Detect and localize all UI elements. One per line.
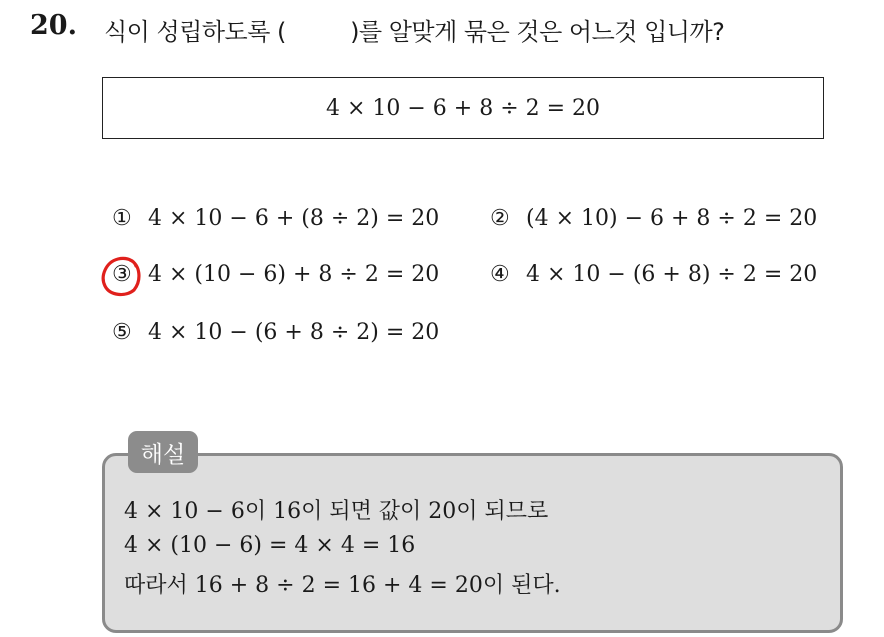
solution-tag: 해설: [128, 431, 198, 473]
choice-text: (4 × 10) − 6 + 8 ÷ 2 = 20: [526, 206, 818, 231]
choice-marker: ②: [490, 206, 510, 231]
choice-marker: ①: [112, 206, 132, 231]
expression-text: 4 × 10 − 6 + 8 ÷ 2 = 20: [325, 95, 601, 121]
choice-text: 4 × 10 − (6 + 8) ÷ 2 = 20: [526, 262, 818, 287]
expression-box: [102, 77, 824, 139]
choice-2[interactable]: [490, 206, 817, 231]
answer-circle-mark: [100, 254, 144, 298]
solution-line: 4 × (10 − 6) = 4 × 4 = 16: [124, 533, 416, 558]
choice-marker: ④: [490, 262, 510, 287]
choice-4[interactable]: [490, 262, 817, 287]
choice-text: 4 × (10 − 6) + 8 ÷ 2 = 20: [148, 262, 440, 287]
question-text: 식이 성립하도록 ( )를 알맞게 묶은 것은 어느것 입니까?: [104, 18, 725, 46]
choice-1[interactable]: [112, 206, 439, 231]
choice-marker: ⑤: [112, 320, 132, 345]
solution-line: 따라서 16 + 8 ÷ 2 = 16 + 4 = 20이 된다.: [124, 573, 561, 598]
choice-3[interactable]: [112, 262, 439, 287]
question-number: 20.: [30, 10, 77, 41]
choice-text: 4 × 10 − (6 + 8 ÷ 2) = 20: [148, 320, 440, 345]
solution-line: 4 × 10 − 6이 16이 되면 값이 20이 되므로: [124, 499, 549, 524]
choice-marker: ③: [112, 262, 132, 287]
choice-5[interactable]: [112, 320, 439, 345]
choice-text: 4 × 10 − 6 + (8 ÷ 2) = 20: [148, 206, 440, 231]
